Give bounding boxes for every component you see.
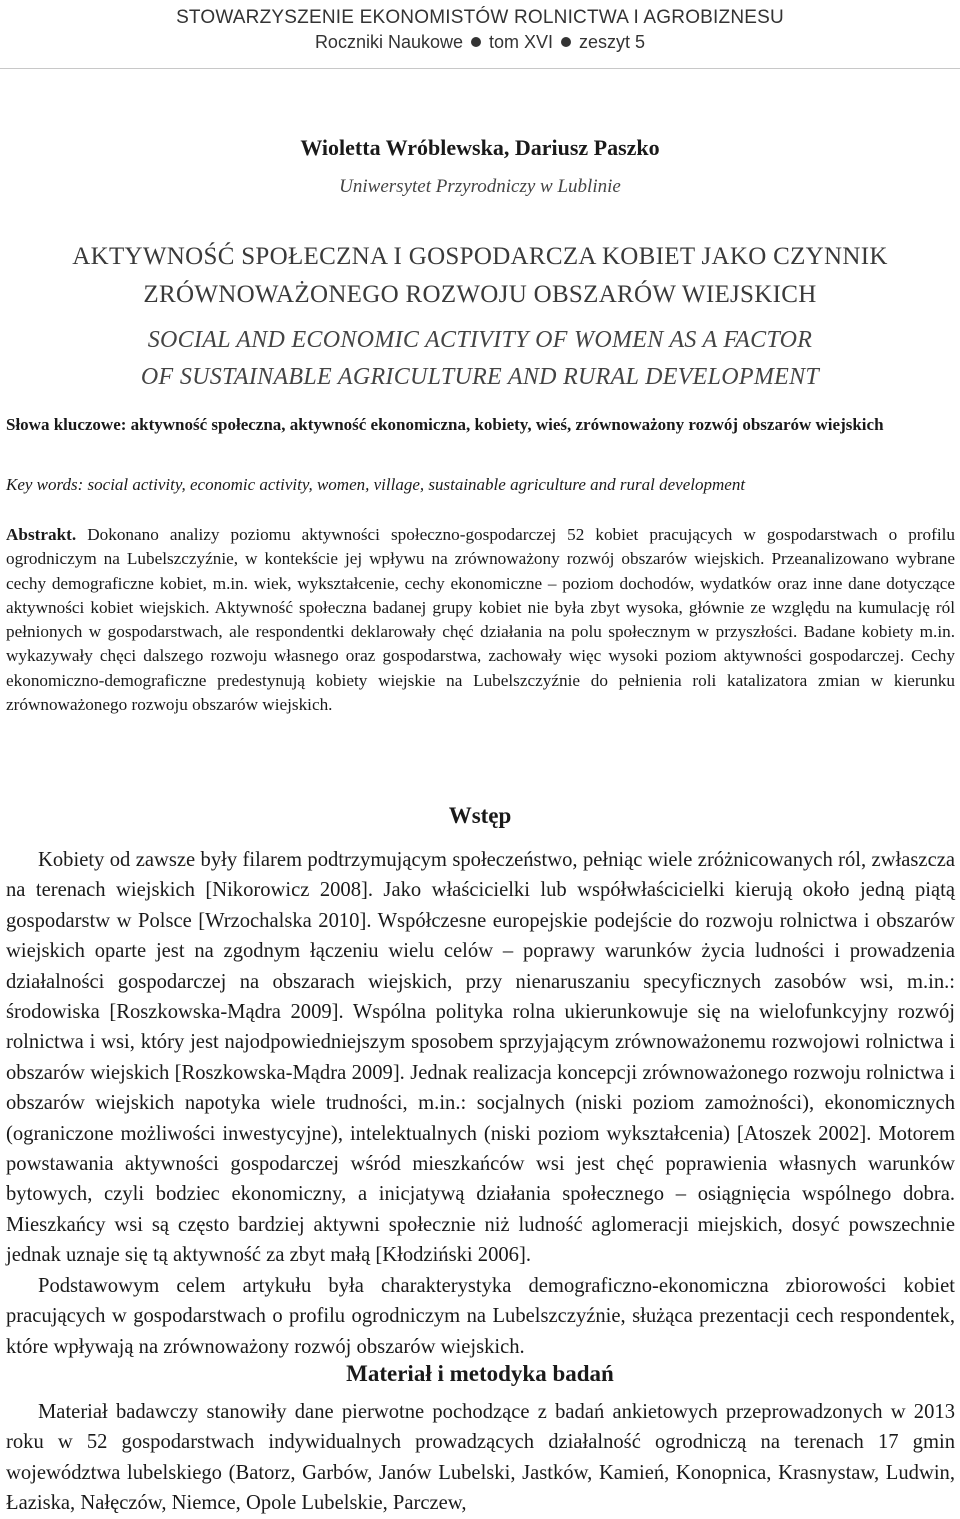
section-intro-body [6,845,955,1362]
title-polish-line: ZRÓWNOWAŻONEGO ROZWOJU OBSZARÓW WIEJSKICH [143,281,817,308]
keywords-polish: Słowa kluczowe: aktywność społeczna, aktywność ekonomiczna, kobiety, wieś, zrównoważony rozwój obszarów wiejskich [6,415,884,434]
section-heading-intro: Wstęp [448,803,512,828]
journal-info [0,30,960,54]
title-english-line: OF SUSTAINABLE AGRICULTURE AND RURAL DEVELOPMENT [140,364,820,390]
paragraph: Kobiety od zawsze były filarem podtrzymującym społeczeństwo, pełniąc wiele zróżnicowanych ról, zwłaszcza na terenach wiejskich [Nikorowicz 2008]. Jako właścicielki lub współwłaścicielki kierują około jedną piątą gospodarstw w Polsce [Wrzochalska 2010]. Współczesne europejskie podejście do rozwoju rolnictwa i obszarów wiejskich oparte jest na zgodnym łączeniu wielu celów – poprawy warunków życia ludności i prowadzenia działalności gospodarczej na obszarach wiejskich, przy nienaruszaniu specyficznych zasobów wsi, m.in.: środowiska [Roszkowska-Mądra 2009]. Wspólna polityka rolna ukierunkowuje się na wielofunkcyjny rozwój rolnictwa i wsi, który jest najodpowiedniejszym sposobem sprzyjającym zrównoważonemu rozwojowi rolnictwa i obszarów wiejskich [Roszkowska-Mądra 2009]. Jednak realizacja koncepcji zrównoważonego rozwoju rolnictwa i obszarów wiejskich napotyka wiele trudności, m.in.: socjalnych (niski poziom zamożności), ekonomicznych (ograniczone możliwości inwestycyjne), intelektualnych (niski poziom wykształcenia) [Atoszek 2002]. Motorem powstawania aktywności gospodarczej wśród mieszkańców wsi jest chęć poprawienia własnych warunków bytowych, czyli bodziec ekonomiczny, a inicjatywą działania społecznego – osiągnięcia wspólnego dobra. Mieszkańcy wsi są często bardziej aktywni społecznie niż ludność aglomeracji miejskich, dosyć powszechnie jednak uznaje się tą aktywność za zbyt małą [Kłodziński 2006]. [6,849,955,1267]
journal-issue: zeszyt 5 [579,32,646,52]
title-english-line: SOCIAL AND ECONOMIC ACTIVITY OF WOMEN AS A FACTOR [147,327,813,353]
journal-volume: tom XVI [489,32,554,52]
journal-header [0,0,960,54]
authors: Wioletta Wróblewska, Dariusz Paszko [300,135,660,160]
abstract-label: Abstrakt. [6,525,77,544]
title-english [0,322,960,396]
paragraph: Materiał badawczy stanowiły dane pierwotne pochodzące z badań ankietowych przeprowadzonych w 2013 roku w 52 gospodarstwach indywidualnych prowadzących działalność ogrodniczą na terenach 17 gmin województwa lubelskiego (Batorz, Garbów, Janów Lubelski, Jastków, Kamień, Konopnica, Krasnystaw, Ludwin, Łaziska, Nałęczów, Niemce, Opole Lubelskie, Parczew, [6,1401,955,1515]
section-heading-methods: Materiał i metodyka badań [346,1361,614,1386]
bullet-icon [561,37,571,47]
keywords-english: Key words: social activity, economic activity, women, village, sustainable agriculture and rural development [6,475,746,494]
society-name: STOWARZYSZENIE EKONOMISTÓW ROLNICTWA I AGROBIZNESU [176,7,784,28]
title-polish-line: AKTYWNOŚĆ SPOŁECZNA I GOSPODARCZA KOBIET JAKO CZYNNIK [72,243,888,270]
title-polish [0,238,960,314]
journal-name: Roczniki Naukowe [314,32,463,52]
bullet-icon [471,37,481,47]
paragraph: Podstawowym celem artykułu była charakterystyka demograficzno-ekonomiczna zbiorowości kobiet pracujących w gospodarstwach o profilu ogrodniczym na Lubelszczyźnie, służąca prezentacji cech respondentek, które wpływają na zrównoważony rozwój obszarów wiejskich. [6,1274,955,1358]
affiliation: Uniwersytet Przyrodniczy w Lublinie [339,176,621,197]
header-divider [0,68,960,69]
abstract [6,523,955,717]
abstract-text: Dokonano analizy poziomu aktywności społeczno-gospodarczej 52 kobiet pracujących w gospodarstwach o profilu ogrodniczym na Lubelszczyźnie, w kontekście jej wpływu na zrównoważony rozwój obszarów wiejskich. Przeanalizowano wybrane cechy demograficzne kobiet, m.in. wiek, wykształcenie, cechy ekonomiczne – poziom dochodów, wydatków oraz inne dane dotyczące aktywności kobiet wiejskich. Aktywność społeczna badanej grupy kobiet nie była zbyt wysoka, głównie ze względu na kumulację ról pełnionych w gospodarstwach, ale respondentki deklarowały chęć działania na polu społecznym w przyszłości. Badane kobiety m.in. wykazywały chęci dalszego rozwoju własnego oraz gospodarstwa, zachowały więc wysoki poziom aktywności gospodarczej. Cechy ekonomiczno-demograficzne predestynują kobiety wiejskie na Lubelszczyźnie do pełnienia roli katalizatora zmian w kierunku zrównoważonego rozwoju obszarów wiejskich. [6,525,955,715]
section-methods-body [6,1397,955,1519]
